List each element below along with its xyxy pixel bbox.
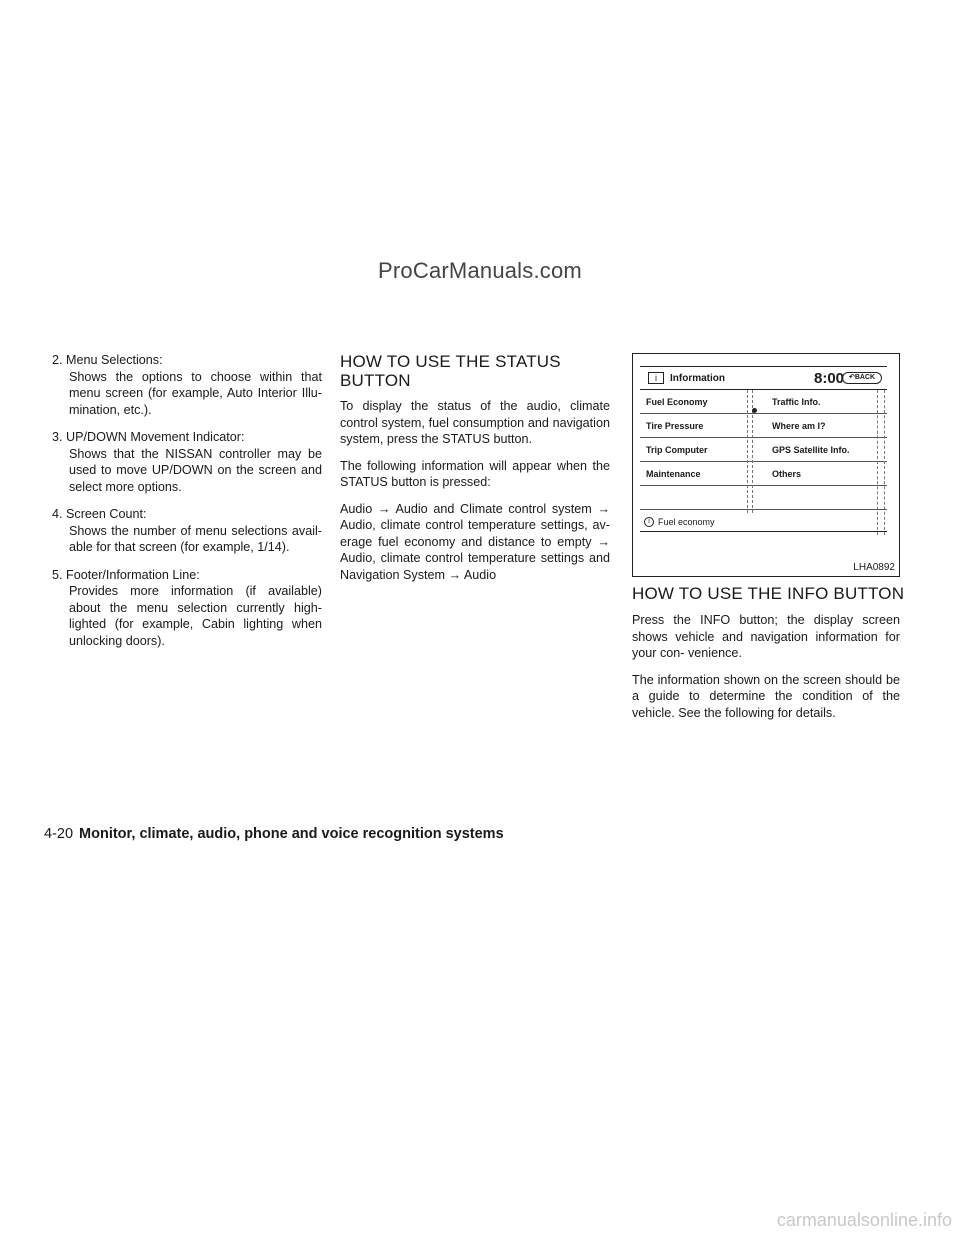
menu-row — [640, 414, 887, 438]
page-number: 4-20 — [44, 826, 74, 842]
menu-row — [640, 462, 887, 486]
list-item-title: 2. Menu Selections: — [52, 353, 163, 367]
screen-footer — [640, 514, 887, 532]
cursor-dot-icon — [752, 408, 757, 413]
paragraph: Audio → Audio and Climate control system → Audio, climate control temperature settings, av- erage fuel economy and distance to empty → Audio, climate control temperature settings and Navigation System → Audio — [340, 501, 610, 582]
list-item-body: Shows the number of menu selections avail- able for that screen (for example, 1/14). — [69, 523, 322, 554]
list-item — [52, 567, 322, 650]
list-item — [52, 352, 322, 418]
section-title: Monitor, climate, audio, phone and voice recognition systems — [79, 826, 504, 842]
info-screen — [640, 366, 887, 561]
paragraph: Press the INFO button; the display screen shows vehicle and navigation information for your con- venience. — [632, 613, 900, 660]
column-left — [52, 352, 322, 660]
menu-row — [640, 438, 887, 462]
watermark-top: ProCarManuals.com — [378, 258, 582, 283]
list-item-body: Shows that the NISSAN controller may be used to move UP/DOWN on the screen and select more options. — [69, 446, 322, 494]
menu-item-tire-pressure: Tire Pressure — [646, 421, 704, 431]
list-item-body: Provides more information (if available) about the menu selection currently high- lighted (for example, Cabin lighting when unlocking doors). — [69, 584, 322, 648]
back-button — [842, 372, 882, 384]
menu-row-empty — [640, 486, 887, 510]
screen-title: Information — [670, 373, 725, 384]
list-item-title: 4. Screen Count: — [52, 507, 147, 521]
screen-header — [640, 366, 887, 390]
info-icon: i — [648, 372, 664, 384]
back-arrow-icon: ↶ — [848, 374, 855, 381]
menu-item-where-am-i: Where am I? — [772, 421, 826, 431]
status-button-heading: HOW TO USE THE STATUS BUTTON — [340, 352, 561, 390]
info-circle-icon: i — [644, 517, 654, 527]
column-right — [632, 612, 900, 731]
column-middle — [340, 352, 610, 593]
list-item-title: 3. UP/DOWN Movement Indicator: — [52, 430, 245, 444]
paragraph: The information shown on the screen should be a guide to determine the condition of the vehicle. See the following for details. — [632, 672, 900, 720]
list-item-body: Shows the options to choose within that menu screen (for example, Auto Interior Illu- mination, etc.). — [69, 369, 322, 417]
menu-item-traffic-info: Traffic Info. — [772, 397, 821, 407]
list-item — [52, 429, 322, 495]
menu-row — [640, 390, 887, 414]
list-item — [52, 506, 322, 556]
menu-item-maintenance: Maintenance — [646, 469, 701, 479]
paragraph: To display the status of the audio, climate control system, fuel consumption and navigation system, press the STATUS button. — [340, 399, 610, 446]
menu-item-trip-computer: Trip Computer — [646, 445, 708, 455]
menu-item-gps-satellite-info: GPS Satellite Info. — [772, 445, 850, 455]
paragraph: The following information will appear when the STATUS button is pressed: — [340, 458, 610, 489]
list-item-title: 5. Footer/Information Line: — [52, 567, 200, 582]
clock-time: 8:00 — [814, 370, 845, 387]
page-footer — [44, 826, 504, 842]
back-label: BACK — [854, 374, 876, 381]
menu-item-others: Others — [772, 469, 802, 479]
figure-code: LHA0892 — [853, 562, 895, 573]
menu-item-fuel-economy: Fuel Economy — [646, 397, 708, 407]
info-button-heading: HOW TO USE THE INFO BUTTON — [632, 584, 905, 603]
watermark-bottom: carmanualsonline.info — [776, 1210, 952, 1230]
info-screen-figure — [632, 353, 900, 577]
footer-info-text: Fuel economy — [658, 517, 715, 527]
